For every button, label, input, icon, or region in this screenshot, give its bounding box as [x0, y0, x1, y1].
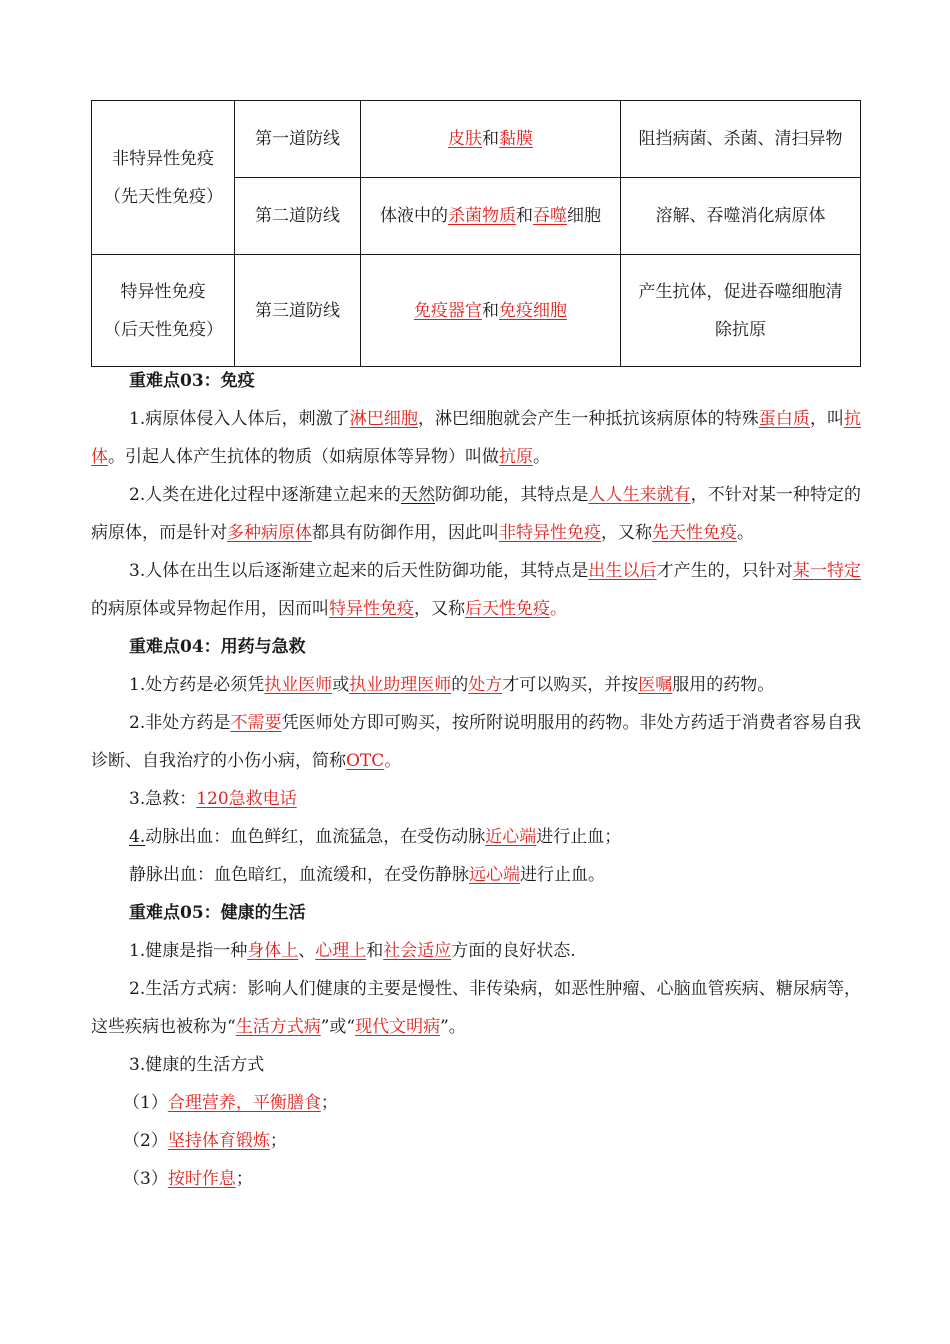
paragraph: [91, 856, 861, 894]
text-run: 都具有防御作用，因此叫: [312, 523, 499, 543]
function-cell: 溶解、吞噬消化病原体: [621, 178, 861, 255]
answer-text: 远心端: [469, 865, 520, 885]
text-run: 的: [451, 675, 469, 695]
paragraph: 3.健康的生活方式: [129, 1055, 265, 1075]
text-run: 防御功能，其特点是: [435, 485, 589, 505]
composition-cell: 皮肤和黏膜: [361, 101, 621, 178]
defense-line-cell: 第二道防线: [235, 178, 361, 255]
text-run: 才可以购买，并按: [502, 675, 639, 695]
text-run: 。: [384, 751, 402, 771]
text-run: 3.人体在出生以后逐渐建立起来的后天性防御功能，其特点是: [129, 561, 589, 581]
answer-text: 蛋白质: [758, 409, 810, 429]
answer-text: 不需要: [230, 713, 282, 733]
paragraph: [91, 552, 861, 628]
paragraph: [91, 400, 861, 476]
text-run: 1.健康是指一种: [129, 941, 248, 961]
function-cell: 产生抗体，促进吞噬细胞清除抗原: [621, 255, 861, 367]
answer-text: 近心端: [485, 827, 537, 847]
text-run: 和: [366, 941, 384, 961]
immunity-table: [91, 100, 861, 367]
answer-text: 多种病原体: [227, 523, 312, 543]
text-run: 才产生的，只针对: [656, 561, 793, 581]
text-run: 或: [332, 675, 350, 695]
text-run: ，不针对某一种特定的病原体，而是针对: [91, 485, 862, 543]
list-item: [91, 1160, 861, 1198]
text-run: ，叫: [809, 409, 845, 429]
text-run: （3）: [123, 1169, 168, 1189]
text-run: 静脉出血：血色暗红，血流缓和，在受伤静脉: [129, 865, 469, 885]
text-run: ，又称: [601, 523, 652, 543]
answer-text: 特异性免疫: [329, 599, 414, 619]
text-run: 2.生活方式病：影响人们健康的主要是慢性、非传染病，如恶性肿瘤、心脑血管疾病、糖尿病等，这些疾病也被称为“: [91, 979, 861, 1037]
paragraph: [91, 780, 861, 818]
table-row: [92, 255, 861, 367]
text-run: 4.: [129, 827, 146, 847]
section-heading: 重难点05：健康的生活: [129, 903, 306, 923]
text-run: ”。: [440, 1017, 466, 1037]
text-run: 服用的药物。: [672, 675, 775, 695]
answer-text: 医嘱: [638, 675, 673, 695]
text-run: ，淋巴细胞就会产生一种抵抗该病原体的特殊: [417, 409, 759, 429]
text-run: 进行止血；: [536, 827, 622, 847]
paragraph: [91, 970, 861, 1046]
answer-text: 后天性免疫: [465, 599, 550, 619]
text-run: 1.处方药是必须凭: [129, 675, 265, 695]
paragraph: [91, 818, 861, 856]
text-run: 天然: [400, 485, 435, 505]
answer-text: 现代文明病: [355, 1017, 441, 1037]
answer-text: 抗体: [91, 409, 862, 467]
text-run: 。: [550, 599, 567, 619]
text-run: （2）: [123, 1131, 168, 1151]
text-run: 1.病原体侵入人体后，刺激了: [129, 409, 350, 429]
text-run: 3.急救：: [129, 789, 197, 809]
text-run: 2.非处方药是: [129, 713, 231, 733]
text-run: 的病原体或异物起作用，因而叫: [91, 599, 329, 619]
paragraph: [91, 666, 861, 704]
answer-text: 先天性免疫: [652, 523, 737, 543]
answer-text: 人人生来就有: [588, 485, 691, 505]
text-run: ”或“: [320, 1017, 356, 1037]
text-run: ；: [269, 1131, 287, 1151]
text-run: 进行止血。: [520, 865, 605, 885]
section-heading: 重难点04：用药与急救: [129, 637, 306, 657]
immunity-type-cell: 非特异性免疫（先天性免疫）: [92, 101, 235, 255]
text-run: 。: [533, 447, 550, 467]
text-run: 方面的良好状态.: [451, 941, 576, 961]
answer-text: 合理营养，平衡膳食: [167, 1093, 321, 1113]
text-run: （1）: [123, 1093, 168, 1113]
answer-text: 120急救电话: [196, 789, 297, 809]
answer-text: 社会适应: [383, 941, 452, 961]
paragraph: [91, 704, 861, 780]
answer-text: OTC: [346, 751, 385, 771]
list-item: [91, 1084, 861, 1122]
composition-cell: 免疫器官和免疫细胞: [361, 255, 621, 367]
document-body: [91, 362, 861, 1198]
text-run: 。: [737, 523, 754, 543]
text-run: 。引起人体产生抗体的物质（如病原体等异物）叫做: [108, 447, 499, 467]
function-cell: 阻挡病菌、杀菌、清扫异物: [621, 101, 861, 178]
immunity-type-cell: 特异性免疫（后天性免疫）: [92, 255, 235, 367]
answer-text: 心理上: [315, 941, 367, 961]
text-run: 凭医师处方即可购买，按所附说明服用的药物。非处方药适于消费者容易自我诊断、自我治疗的小伤小病，简称: [91, 713, 862, 771]
composition-cell: 体液中的杀菌物质和吞噬细胞: [361, 178, 621, 255]
answer-text: 身体上: [247, 941, 299, 961]
text-run: 动脉出血：血色鲜红，血流猛急，在受伤动脉: [145, 827, 486, 847]
answer-text: 处方: [468, 675, 503, 695]
table-row: [92, 101, 861, 178]
answer-text: 淋巴细胞: [349, 409, 418, 429]
answer-text: 某一特定: [792, 561, 862, 581]
answer-text: 非特异性免疫: [499, 523, 601, 543]
text-run: ；: [320, 1093, 338, 1113]
paragraph: [91, 476, 861, 552]
answer-text: 坚持体育锻炼: [167, 1131, 270, 1151]
answer-text: 执业助理医师: [349, 675, 452, 695]
answer-text: 出生以后: [588, 561, 657, 581]
list-item: [91, 1122, 861, 1160]
answer-text: 执业医师: [264, 675, 333, 695]
text-run: 2.人类在进化过程中逐渐建立起来的: [129, 485, 401, 505]
answer-text: 生活方式病: [235, 1017, 321, 1037]
answer-text: 按时作息: [167, 1169, 236, 1189]
text-run: ，又称: [414, 599, 465, 619]
section-heading: 重难点03：免疫: [129, 371, 255, 391]
text-run: ；: [235, 1169, 253, 1189]
paragraph: [91, 932, 861, 970]
defense-line-cell: 第一道防线: [235, 101, 361, 178]
text-run: 、: [298, 941, 316, 961]
answer-text: 抗原: [499, 447, 533, 467]
defense-line-cell: 第三道防线: [235, 255, 361, 367]
